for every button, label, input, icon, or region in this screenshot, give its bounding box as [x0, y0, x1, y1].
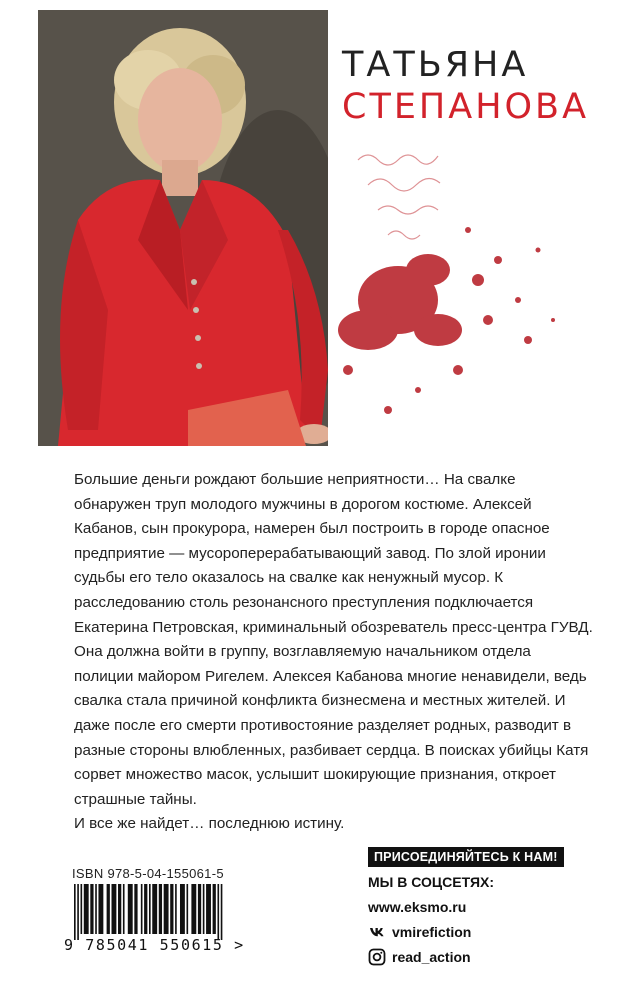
barcode-bar — [144, 884, 147, 934]
barcode-bar — [98, 884, 103, 934]
barcode-bar — [107, 884, 110, 934]
barcode-bar — [95, 884, 97, 934]
social-networks-label — [368, 872, 568, 892]
annotation-paragraph: Большие деньги рождают большие неприятности… На свалке обнаружен труп молодого мужчины в дорогом костюме. Алексей Кабанов, сын прокурора, намерен был построить в городе опасное предприятие — мусороперерабатывающий завод. По злой иронии судьбы его тело оказалось на свалке как ненужный мусор. К расследованию столь резонансного преступления подключается Екатерина Петровская, криминальный обозреватель пресс-центра ГУВД. — [74, 471, 593, 636]
barcode-bar — [149, 884, 151, 934]
social-networks-text: МЫ В СОЦСЕТЯХ: — [368, 874, 495, 890]
barcode-bar — [217, 884, 219, 940]
barcode-bar — [170, 884, 173, 934]
barcode-bar — [74, 884, 76, 940]
barcode-bar — [191, 884, 196, 934]
barcode-bar — [123, 884, 125, 934]
annotation-paragraph: Она должна войти в группу, возглавляемую начальником отдела полиции майором Ригелем. Алексея Кабанова многие ненавидели, ведь свалка стала причиной конфликта бизнесмена и местных жителей. И даже после его смерти противостояние разделяет родных, разводит в разные стороны влюбленных, разбивает сердца. В поисках убийцы Катя сорвет множество масок, услышит шокирующие признания, откроет страшные тайны. — [74, 643, 589, 808]
author-name — [342, 44, 589, 128]
barcode-bar — [159, 884, 162, 934]
barcode-bar — [134, 884, 137, 934]
barcode-bar — [213, 884, 216, 934]
barcode-bar — [203, 884, 205, 934]
barcode-bar — [90, 884, 93, 934]
barcode-bar — [164, 884, 169, 934]
website-link[interactable]: www.eksmo.ru — [368, 899, 467, 915]
join-us-banner: ПРИСОЕДИНЯЙТЕСЬ К НАМ! — [368, 847, 564, 867]
vk-icon — [368, 923, 386, 941]
website-line[interactable] — [368, 897, 568, 917]
author-photo — [38, 10, 328, 446]
author-portrait-illustration — [38, 10, 328, 446]
barcode-bar — [221, 884, 223, 940]
barcode-bar — [81, 884, 83, 934]
barcode-bar — [141, 884, 143, 934]
ink-splash-decoration — [328, 130, 588, 446]
barcode-bar — [77, 884, 79, 940]
author-last-name: СТЕПАНОВА — [342, 87, 590, 127]
barcode-bar — [206, 884, 211, 934]
social-block — [368, 847, 568, 967]
annotation-paragraph: И все же найдет… последнюю истину. — [74, 815, 345, 833]
barcode-bar — [152, 884, 157, 934]
instagram-link[interactable]: read_action — [392, 949, 471, 965]
barcode-bar — [175, 884, 177, 934]
barcode-bar — [112, 884, 117, 934]
instagram-icon — [368, 948, 386, 966]
barcode-bar — [198, 884, 201, 934]
isbn-label: ISBN 978-5-04-155061-5 — [72, 866, 224, 881]
instagram-line[interactable] — [368, 947, 568, 967]
barcode-bar — [84, 884, 89, 934]
vk-line[interactable] — [368, 922, 568, 942]
barcode-bar — [180, 884, 185, 934]
barcode-bar — [118, 884, 121, 934]
vk-link[interactable]: vmirefiction — [392, 924, 472, 940]
barcode — [70, 884, 230, 940]
barcode-bar — [187, 884, 189, 934]
barcode-digits: 9 785041 550615 > — [64, 936, 245, 954]
book-annotation — [74, 468, 594, 837]
barcode-bar — [128, 884, 133, 934]
author-first-name: ТАТЬЯНА — [342, 45, 529, 85]
